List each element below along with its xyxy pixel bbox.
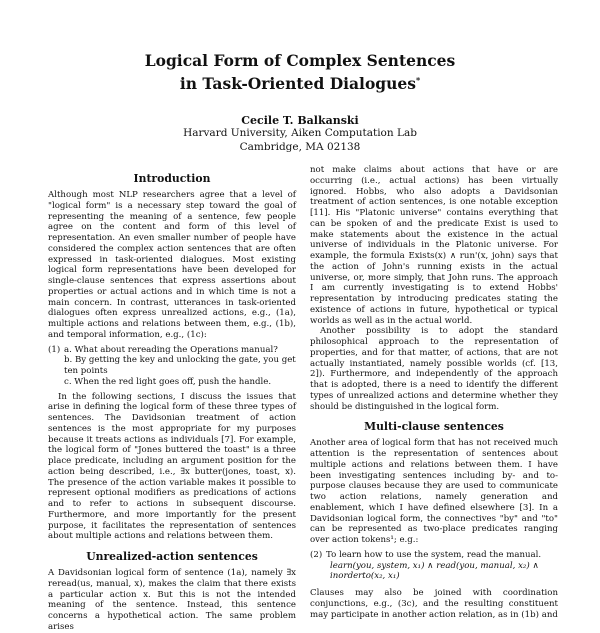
example-label: (2) (310, 549, 323, 560)
author-location: Cambridge, MA 02138 (239, 141, 361, 153)
paragraph: Another possibility is to adopt the standard philosophical approach to the representation of properties, and for that matter, of actions, that are not actually instantiated, namely possible worlds (cf. [13, 2]). Furthermore, and independently of the approach that is adopted, there is a need to identify the different types of unrealized actions and determine whether they should be distinguished in the logical form. (310, 326, 558, 412)
paragraph: Another area of logical form that has not received much attention is the representation of sentences about multiple actions and relations between them. I have been investigating sentences including by- and to- purpose clauses because they are used to communicate two action relations, namely generation and enablement, which I have defined elsewhere [3]. In a Davidsonian logical form, the connectives "by" and "to" can be represented as two-place predicates ranging over action tokens¹; e.g.: (310, 438, 558, 545)
right-column (310, 165, 558, 620)
example-text: a. What about rereading the Operations manual? (64, 344, 278, 355)
example-item (310, 550, 558, 561)
paragraph: In the following sections, I discuss the issues that arise in defining the logical form of these three types of sentences. The Davidsonian treatment of action sentences is the most appropriate for my purposes because it treats actions as individuals [7]. For example, the logical form of "Jones buttered the toast" is a three place predicate, including an argument position for the action being described, i.e., ∃x butter(jones, toast, x). The presence of the action variable makes it possible to represent optional modifiers as predications of actions and to refer to actions in subsequent discourse. Furthermore, and more importantly for the present purpose, it facilitates the representation of sentences about multiple actions and relations between them. (48, 391, 296, 542)
paragraph: not make claims about actions that have or are occurring (i.e., actual actions) has been virtually ignored. Hobbs, who also adopts a Davidsonian treatment of action sentences, is one notable exception [11]. His "Platonic universe" contains everything that can be spoken of and the predicate Exist is used to make statements about the existence in the actual universe of individuals in the Platonic universe. For example, the formula Exists(x) ∧ run'(x, john) says that the action of John's running exists in the actual universe, or, more simply, that John runs. The approach I am currently investigating is to extend Hobbs' representation by introducing predicates stating the existence of actions in future, hypothetical or typical worlds as well as in the actual world. (310, 165, 558, 326)
formula-line: learn(you, system, x₁) ∧ read(you, manual, x₂) ∧ (330, 560, 539, 571)
paragraph: Although most NLP researchers agree that a level of "logical form" is a necessary step toward the goal of representing the meaning of a sentence, few people agree on the content and form of this level of representation. An even smaller number of people have considered the complex action sentences that are often expressed in task-oriented dialogues. Most existing logical form representations have been developed for single-clause sentences that express assertions about properties or actual actions and in which time is not a main concern. In contrast, utterances in task-oriented dialogues often express unrealized actions, e.g., (1a), multiple actions and relations between them, e.g., (1b), and temporal information, e.g., (1c): (48, 190, 296, 340)
left-column (48, 172, 296, 632)
example-text: b. By getting the key and unlocking the gate, you get ten points (64, 355, 296, 376)
paragraph: Clauses may also be joined with coordination conjunctions, e.g., (3c), and the resulting constituent may participate in another action relation, as in (1b) and (310, 588, 558, 620)
example-label (48, 355, 64, 377)
example-2 (310, 550, 558, 582)
example-list-1 (48, 345, 296, 388)
section-heading-introduction: Introduction (133, 172, 211, 185)
title-footnote-mark: * (415, 75, 421, 85)
example-label: (1) (48, 344, 61, 355)
section-heading-multi-clause: Multi-clause sentences (364, 420, 504, 434)
example-text: c. When the red light goes off, push the handle. (64, 376, 272, 387)
author-name: Cecile T. Balkanski (241, 114, 359, 127)
paragraph: A Davidsonian logical form of sentence (1a), namely ∃x reread(us, manual, x), makes the claim that there exists a particular action x. But this is not the intended meaning of the sentence. Instead, this sentence concerns a hypothetical action. The same problem arises (48, 568, 296, 632)
section-heading-unrealized-action: Unrealized-action sentences (86, 550, 258, 563)
example-item (48, 345, 296, 356)
author-institution: Harvard University, Aiken Computation Lab (183, 127, 417, 139)
formula-line: inorderto(x₂, x₁) (330, 571, 400, 582)
example-item (48, 377, 296, 388)
example-text: To learn how to use the system, read the manual. (326, 549, 542, 560)
example-item (48, 355, 296, 377)
example-label (48, 377, 64, 388)
paper-title-line-2: in Task-Oriented Dialogues* (179, 74, 421, 94)
paper-title-line-1: Logical Form of Complex Sentences (144, 51, 456, 70)
